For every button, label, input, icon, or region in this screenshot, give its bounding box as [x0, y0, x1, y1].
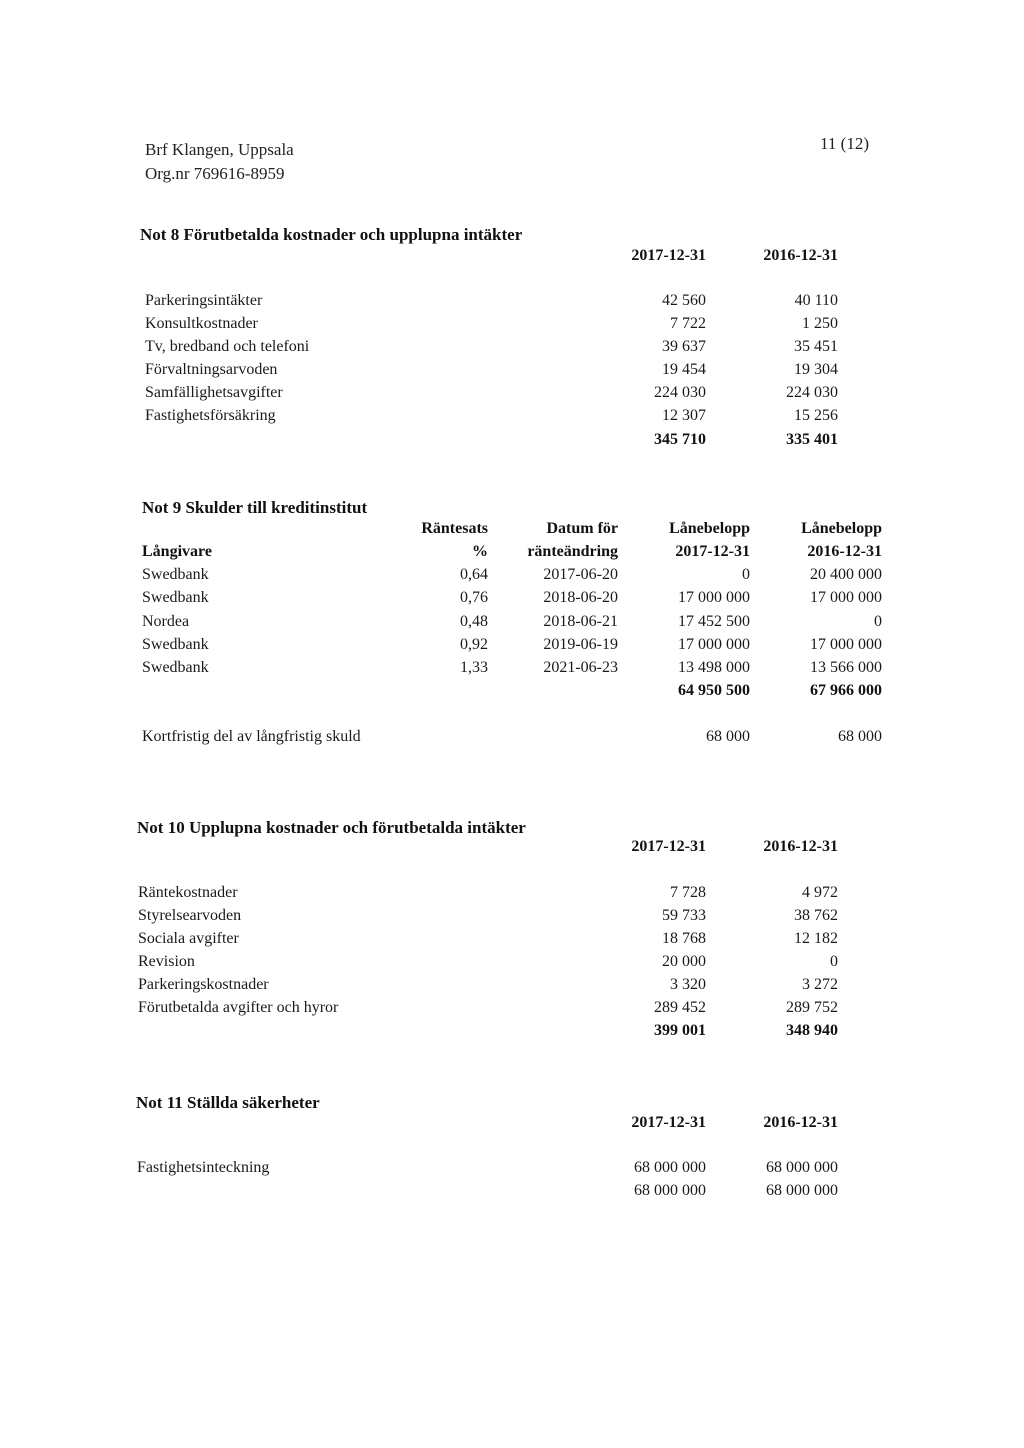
value-2017: 7 728: [670, 884, 706, 901]
row-label: Parkeringskostnader: [138, 976, 269, 993]
note8-col-2016: 2016-12-31: [763, 247, 838, 264]
table-row: [0, 907, 1024, 929]
table-row: [0, 613, 1024, 635]
value-2016: 35 451: [794, 338, 838, 355]
loan-2016: 17 000 000: [810, 589, 882, 606]
value-2016: 40 110: [794, 292, 838, 309]
table-row: [0, 407, 1024, 429]
value-2017: 7 722: [670, 315, 706, 332]
date: 2017-06-20: [543, 566, 618, 583]
note9-title: Not 9 Skulder till kreditinstitut: [142, 498, 368, 517]
note8-col-2017: 2017-12-31: [631, 247, 706, 264]
note11-title: Not 11 Ställda säkerheter: [136, 1093, 320, 1112]
value-2017: 42 560: [662, 292, 706, 309]
row-label: Konsultkostnader: [145, 315, 258, 332]
lender: Swedbank: [142, 566, 209, 583]
head-lender: Långivare: [142, 543, 212, 560]
table-row: [0, 884, 1024, 906]
table-row: [0, 930, 1024, 952]
loan-2016: 0: [874, 613, 882, 630]
table-row: [0, 384, 1024, 406]
note10-column-headers: [0, 838, 1024, 860]
table-row: [0, 315, 1024, 337]
row-label: Tv, bredband och telefoni: [145, 338, 310, 355]
org-number: Org.nr 769616-8959: [145, 164, 285, 183]
total-2016: 68 000 000: [766, 1182, 838, 1199]
note10-col-2016: 2016-12-31: [763, 838, 838, 855]
value-2016: 1 250: [802, 315, 838, 332]
note10-title: Not 10 Upplupna kostnader och förutbetalda intäkter: [137, 818, 526, 837]
lender: Swedbank: [142, 636, 209, 653]
value-2016: 3 272: [802, 976, 838, 993]
loan-2017: 0: [742, 566, 750, 583]
row-label: Styrelsearvoden: [138, 907, 242, 924]
value-2017: 39 637: [662, 338, 706, 355]
row-label: Förutbetalda avgifter och hyror: [138, 999, 339, 1016]
value-2017: 19 454: [662, 361, 706, 378]
value-2017: 12 307: [662, 407, 706, 424]
value-2016: 12 182: [794, 930, 838, 947]
date: 2021-06-23: [543, 659, 618, 676]
org-name: Brf Klangen, Uppsala: [145, 140, 294, 159]
value-2017: 59 733: [662, 907, 706, 924]
table-row: [0, 589, 1024, 611]
row-label: Parkeringsintäkter: [145, 292, 263, 309]
loan-2016: 17 000 000: [810, 636, 882, 653]
row-label: Fastighetsinteckning: [137, 1159, 270, 1176]
table-row: [0, 976, 1024, 998]
rate: 0,64: [460, 566, 488, 583]
table-row: [0, 292, 1024, 314]
value-2016: 19 304: [794, 361, 838, 378]
value-2017: 68 000 000: [634, 1159, 706, 1176]
date: 2019-06-19: [543, 636, 618, 653]
value-2016: 15 256: [794, 407, 838, 424]
short-term-row: [0, 728, 1024, 750]
loan-2017: 17 000 000: [678, 589, 750, 606]
short-term-2017: 68 000: [706, 728, 750, 745]
note11-col-2016: 2016-12-31: [763, 1114, 838, 1131]
loan-2017: 17 000 000: [678, 636, 750, 653]
table-row: [0, 361, 1024, 383]
row-label: Fastighetsförsäkring: [145, 407, 276, 424]
note10-col-2017: 2017-12-31: [631, 838, 706, 855]
value-2017: 3 320: [670, 976, 706, 993]
head-date: Datum för: [546, 520, 618, 537]
table-row: [0, 1159, 1024, 1181]
note9-total-row: [0, 682, 1024, 704]
total-2017: 64 950 500: [678, 682, 750, 699]
rate: 0,76: [460, 589, 488, 606]
table-row: [0, 659, 1024, 681]
row-label: Sociala avgifter: [138, 930, 239, 947]
rate: 0,48: [460, 613, 488, 630]
total-2017: 345 710: [654, 431, 706, 448]
value-2016: 38 762: [794, 907, 838, 924]
loan-2016: 20 400 000: [810, 566, 882, 583]
head-date-sub: ränteändring: [527, 543, 618, 560]
value-2017: 289 452: [654, 999, 706, 1016]
note11-column-headers: [0, 1114, 1024, 1136]
note9-header-line1: [0, 520, 1024, 542]
value-2016: 0: [830, 953, 838, 970]
loan-2017: 17 452 500: [678, 613, 750, 630]
total-2017: 68 000 000: [634, 1182, 706, 1199]
row-label: Samfällighetsavgifter: [145, 384, 283, 401]
note9-header-line2: [0, 543, 1024, 565]
head-rate: Räntesats: [421, 520, 488, 537]
table-row: [0, 566, 1024, 588]
note11-col-2017: 2017-12-31: [631, 1114, 706, 1131]
row-label: Förvaltningsarvoden: [145, 361, 278, 378]
total-2016: 67 966 000: [810, 682, 882, 699]
total-2017: 399 001: [654, 1022, 706, 1039]
value-2016: 224 030: [786, 384, 838, 401]
row-label: Revision: [138, 953, 195, 970]
note11-total-row: [0, 1182, 1024, 1204]
lender: Nordea: [142, 613, 190, 630]
note10-total-row: [0, 1022, 1024, 1044]
lender: Swedbank: [142, 659, 209, 676]
rate: 1,33: [460, 659, 488, 676]
loan-2016: 13 566 000: [810, 659, 882, 676]
rate: 0,92: [460, 636, 488, 653]
total-2016: 348 940: [786, 1022, 838, 1039]
date: 2018-06-21: [543, 613, 618, 630]
lender: Swedbank: [142, 589, 209, 606]
head-loan-2017: Lånebelopp: [669, 520, 750, 537]
table-row: [0, 999, 1024, 1021]
total-2016: 335 401: [786, 431, 838, 448]
note8-title: Not 8 Förutbetalda kostnader och upplupna intäkter: [140, 225, 523, 244]
value-2016: 289 752: [786, 999, 838, 1016]
table-row: [0, 338, 1024, 360]
short-term-label: Kortfristig del av långfristig skuld: [142, 728, 361, 745]
row-label: Räntekostnader: [138, 884, 238, 901]
note8-column-headers: [0, 247, 1024, 269]
value-2016: 68 000 000: [766, 1159, 838, 1176]
head-loan-2016: Lånebelopp: [801, 520, 882, 537]
head-rate-unit: %: [472, 543, 488, 560]
value-2016: 4 972: [802, 884, 838, 901]
value-2017: 20 000: [662, 953, 706, 970]
date: 2018-06-20: [543, 589, 618, 606]
value-2017: 224 030: [654, 384, 706, 401]
head-loan-2016-date: 2016-12-31: [807, 543, 882, 560]
note8-total-row: [0, 431, 1024, 453]
short-term-2016: 68 000: [838, 728, 882, 745]
value-2017: 18 768: [662, 930, 706, 947]
table-row: [0, 636, 1024, 658]
page-number: 11 (12): [820, 134, 869, 153]
head-loan-2017-date: 2017-12-31: [675, 543, 750, 560]
loan-2017: 13 498 000: [678, 659, 750, 676]
table-row: [0, 953, 1024, 975]
